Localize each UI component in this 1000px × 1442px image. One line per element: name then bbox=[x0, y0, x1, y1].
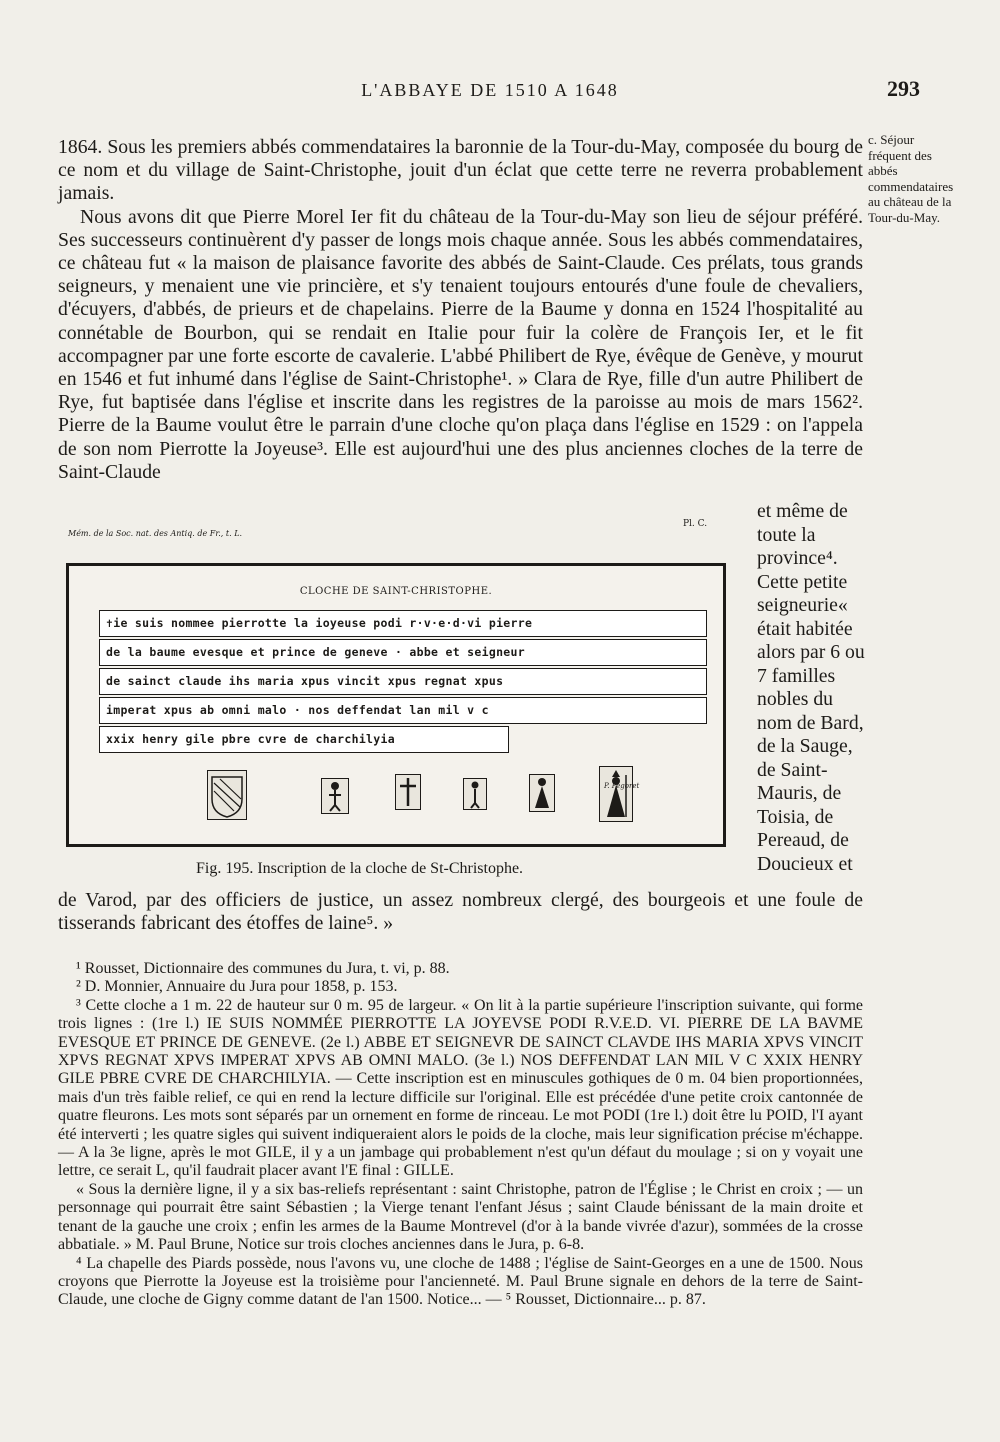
engraver-mark: P. Pegoret bbox=[604, 782, 640, 790]
footnotes bbox=[58, 960, 863, 1310]
footnote: « Sous la dernière ligne, il y a six bas-reliefs représentant : saint Christophe, patron de l'Église ; le Christ en croix ; — un personnage qui pourrait être saint Sébastien ; la Vierge tenant l'enfant Jésus ; saint Claude bénissant de la main droite et tenant de la gauche une croix ; enfin les armes de la Baume Montrevel (d'or à la bande vivrée d'azur), sommées de la crosse abbatiale. » M. Paul Brune, Notice sur trois cloches anciennes dans le Jura, p. 6-8. bbox=[58, 1180, 863, 1254]
page-number: 293 bbox=[887, 76, 920, 101]
paragraph-2: Nous avons dit que Pierre Morel Ier fit du château de la Tour-du-May son lieu de séjour préféré. Ses successeurs continuèrent d'y passer de longs mois chaque année. Sous les abbés commendataires, ce château fut « la maison de plaisance favorite des abbés de Saint-Claude. Ces prélats, tous grands seigneurs, y menaient une vie princière, et s'y tenaient toujours entourés d'une foule de chevaliers, d'écuyers, d'abbés, de prieurs et de chapelains. Pierre de la Baume y donna en 1524 l'hospitalité au connétable de Bourbon, qui se rendait en Italie pour fuir la colère de François Ier, et le fit accompagner par une forte escorte de cavalerie. L'abbé Philibert de Rye, évêque de Genève, y mourut en 1546 et fut inhumé dans l'église de Saint-Christophe¹. » Clara de Rye, fille d'un autre Philibert de Rye, fut baptisée dans l'église et inscrite dans les registres de la paroisse au mois de mars 1562². Pierre de la Baume voulut être le parrain d'une cloche qu'on plaça dans l'église en 1529 : on l'appela de son nom Pierrotte la Joyeuse³. Elle est aujourd'hui une des plus anciennes cloches de la terre de Saint-Claude bbox=[58, 205, 863, 483]
figure-frame bbox=[66, 563, 726, 847]
footnote: ¹ Rousset, Dictionnaire des communes du Jura, t. vi, p. 88. bbox=[76, 960, 450, 977]
figure-title: CLOCHE DE SAINT-CHRISTOPHE. bbox=[299, 586, 493, 597]
page-header bbox=[60, 76, 920, 114]
inscription-line: de la baume evesque et prince de geneve · abbe et seigneur bbox=[99, 639, 707, 666]
inscription-line: ✝ie suis nommee pierrotte la ioyeuse podi r·v·e·d·vi pierre bbox=[99, 610, 707, 637]
coat-of-arms-relief bbox=[207, 770, 247, 820]
virgin-child-relief bbox=[529, 774, 555, 812]
plate-label: Pl. C. bbox=[683, 519, 708, 529]
figure-source: Mém. de la Soc. nat. des Antiq. de Fr., t. L. bbox=[68, 529, 243, 538]
footnote: ⁴ La chapelle des Piards possède, nous l'avons vu, une cloche de 1488 ; l'église de Saint-Georges en a une de 1500. Nous croyons que Pierrotte la Joyeuse est la troisième pour l'ancienneté. M. Paul Brune signale en dehors de la terre de Saint-Claude, une cloche de Gigny comme datant de l'an 1500. Notice... — ⁵ Rousset, Dictionnaire... p. 87. bbox=[58, 1254, 863, 1309]
inscription-line: de sainct claude ihs maria xpus vincit xpus regnat xpus bbox=[99, 668, 707, 695]
side-column-text bbox=[757, 500, 867, 876]
figure-plate bbox=[58, 515, 748, 885]
continuation-text bbox=[58, 889, 863, 935]
main-text bbox=[58, 136, 863, 484]
saint-claude-relief bbox=[599, 766, 633, 822]
footnote: ² D. Monnier, Annuaire du Jura pour 1858, p. 153. bbox=[76, 978, 398, 996]
figure-caption: Fig. 195. Inscription de la cloche de St-Christophe. bbox=[196, 860, 524, 877]
running-title: L'ABBAYE DE 1510 A 1648 bbox=[361, 80, 619, 100]
saint-sebastien-relief bbox=[463, 778, 487, 810]
saint-christophe-relief bbox=[321, 778, 349, 814]
footnote: ³ Cette cloche a 1 m. 22 de hauteur sur 0 m. 95 de largeur. « On lit à la partie supérieure l'inscription suivante, qui forme trois lignes : (1re l.) IE SUIS NOMMÉE PIERROTTE LA JOYEVSE PODI R.V.E.D. VI. PIERRE DE LA BAVME EVESQUE ET PRINCE DE GENEVE. (2e l.) ABBE ET SEIGNEVR DE SAINCT CLAVDE IHS MARIA XPVS VINCIT XPVS REGNAT XPVS IMPERAT XPVS AB OMNI MALO. (3e l.) NOS DEFFENDAT LAN MIL V C XXIX HENRY GILE PBRE CVRE DE CHARCHILYIA. — Cette inscription est en minuscules gothiques de 0 m. 04 bien proportionnées, mais d'un très faible relief, ce qui en rend la lecture difficile sur l'original. Elle est précédée d'une petite croix cantonnée de quatre fleurons. Les mots sont séparés par un ornement en forme de rinceau. Le mot PODI (1re l.) doit être lu POID, l'I ayant été interverti ; les quatre sigles qui suivent indiqueraient alors le poids de la cloche, mais leur signification précise m'échappe. — A la 3e ligne, après le mot GILE, il y a un jambage qui probablement n'est qu'un défaut du moulage ; si on y voyait une lettre, ce serait L, qu'il faudrait placer avant l'E final : GILLE. bbox=[58, 996, 863, 1180]
side-paragraph: et même de toute la province⁴. Cette petite seigneurie« était habitée alors par 6 ou 7 familles nobles du nom de Bard, de la Sauge, de Saint-Mauris, de Toisia, de Pereaud, de Doucieux et bbox=[757, 500, 865, 875]
bas-reliefs bbox=[99, 766, 659, 822]
bell-inscription bbox=[99, 610, 707, 755]
margin-note: c. Séjour fréquent des abbés commendataires au château de la Tour-du-May. bbox=[868, 132, 954, 225]
inscription-line: xxix henry gile pbre cvre de charchilyia bbox=[99, 726, 509, 753]
inscription-line: imperat xpus ab omni malo · nos deffendat lan mil v c bbox=[99, 697, 707, 724]
continuation-paragraph: de Varod, par des officiers de justice, un assez nombreux clergé, des bourgeois et une foule de tisserands fabricant des étoffes de laine⁵. » bbox=[58, 889, 863, 935]
crucifix-relief bbox=[395, 774, 421, 810]
paragraph-1864: 1864. Sous les premiers abbés commendataires la baronnie de la Tour-du-May, composée du bourg de ce nom et du village de Saint-Christophe, jouit d'un éclat que cette terre ne reverra probablement jamais. bbox=[58, 136, 863, 205]
